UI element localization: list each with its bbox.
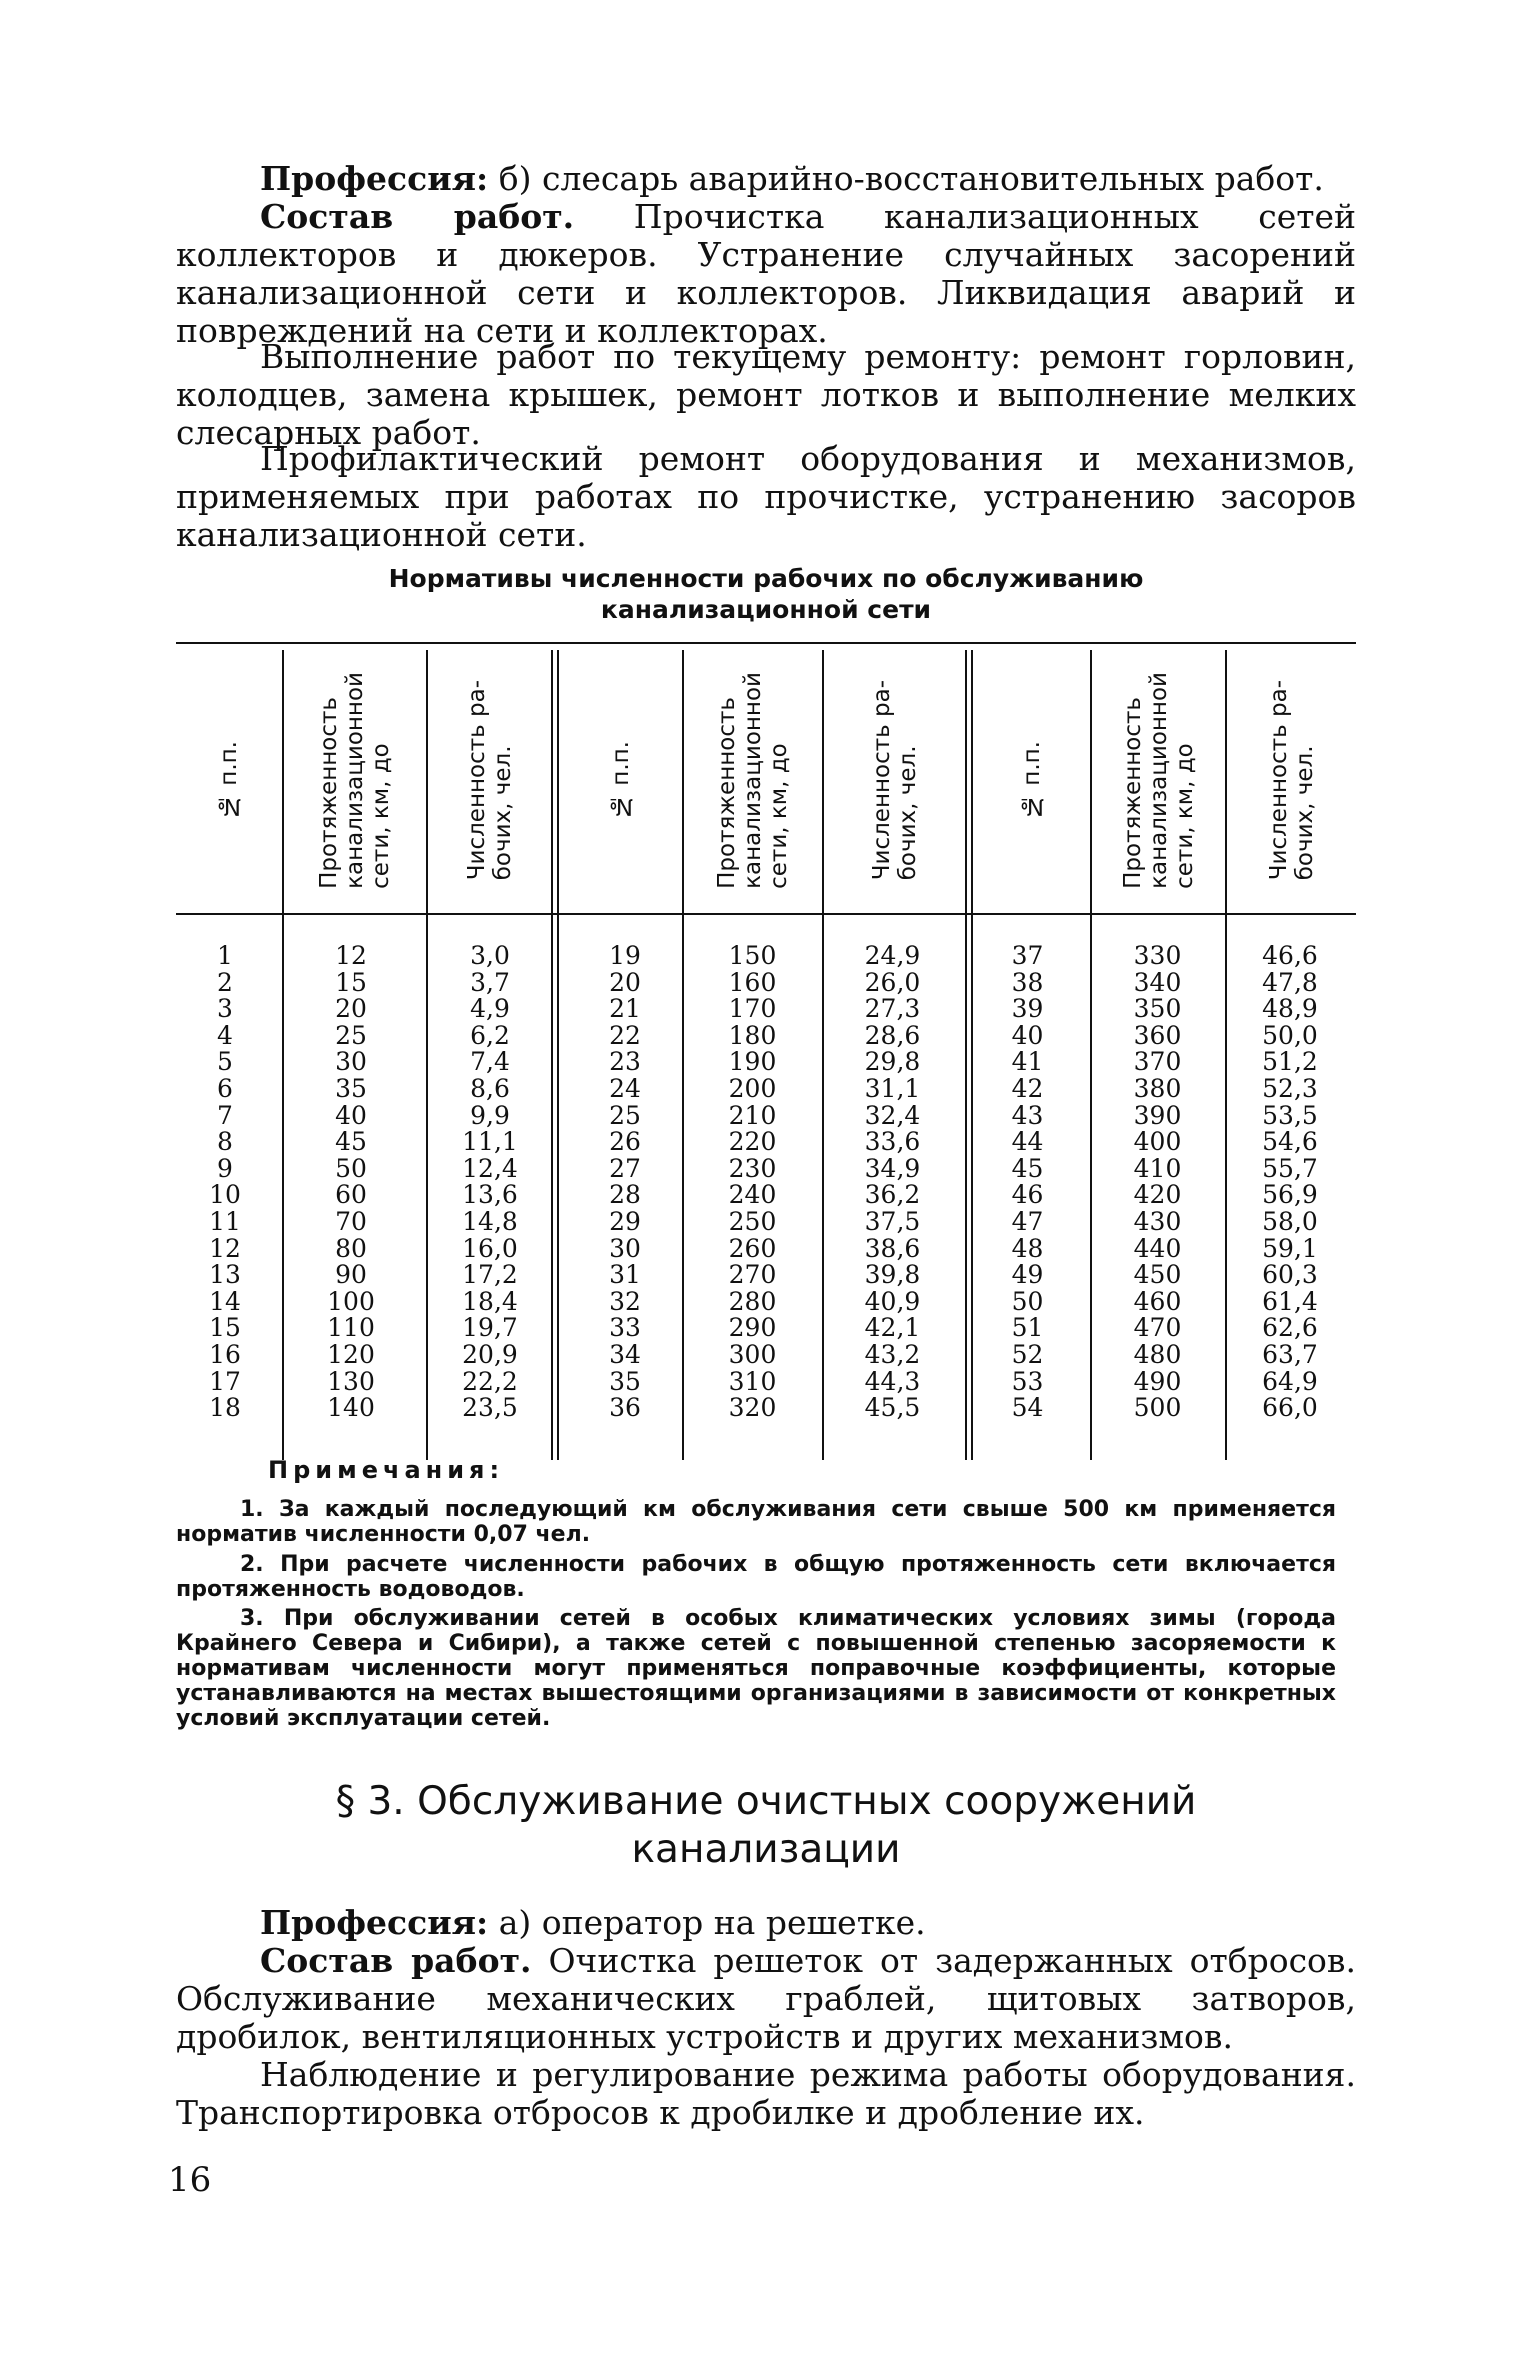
table-cell: 230	[728, 1153, 777, 1183]
table-cell: 22	[609, 1020, 641, 1050]
table-cell: 53	[1011, 1366, 1044, 1396]
header-workers: Численность ра- бочих, чел.	[868, 679, 921, 881]
table-cell: 90	[335, 1260, 367, 1290]
table-cell: 16,0	[462, 1233, 518, 1263]
table-cell: 20,9	[462, 1339, 518, 1369]
table-cell: 500	[1133, 1393, 1182, 1423]
table-cell: 3,0	[470, 941, 510, 970]
table-cell: 9	[217, 1153, 233, 1183]
section-title-line1: § 3. Обслуживание очистных сооружений	[335, 1779, 1197, 1824]
table-cell: 18	[209, 1393, 241, 1423]
table-cell: 40,9	[864, 1286, 921, 1316]
table-cell: 45	[335, 1127, 367, 1157]
table-cell: 310	[728, 1366, 777, 1396]
table-cell: 35	[609, 1366, 641, 1396]
note-3: 3. При обслуживании сетей в особых климатических условиях зимы (города Крайнего Севера и Сибири), а также сетей с повышенной степенью засоряемости к нормативам численности могут применяться поправочные коэффициенты, которые устанавливаются на местах вышестоящими организациями в зависимости от конкретных условий эксплуатации сетей.	[176, 1606, 1336, 1731]
table-cell: 12,4	[462, 1153, 518, 1183]
table-cell: 47,8	[1262, 967, 1318, 997]
table-cell: 47	[1011, 1206, 1044, 1236]
table-cell: 24	[609, 1073, 641, 1103]
section-profession-text: а) оператор на решетке.	[488, 1903, 926, 1942]
table-cell: 31	[609, 1260, 641, 1290]
profession-label: Профессия:	[260, 159, 489, 198]
table-cell: 8,6	[470, 1073, 510, 1103]
table-cell: 300	[728, 1339, 777, 1369]
table-cell: 48	[1011, 1233, 1044, 1263]
table-cell: 200	[728, 1073, 777, 1103]
table-cell: 11,1	[462, 1127, 518, 1157]
profession-text: б) слесарь аварийно-восстановительных работ.	[488, 159, 1324, 198]
table-cell: 7,4	[470, 1047, 510, 1077]
table-cell: 10	[209, 1180, 241, 1210]
table-cell: 4	[217, 1020, 233, 1050]
section-title-line2: канализации	[631, 1827, 901, 1872]
table-cell: 410	[1133, 1153, 1182, 1183]
table-cell: 30	[609, 1233, 641, 1263]
table-cell: 29,8	[864, 1047, 921, 1077]
table-cell: 42,1	[864, 1313, 921, 1343]
table-cell: 130	[327, 1366, 375, 1396]
table-cell: 37	[1011, 941, 1044, 970]
section-title	[176, 1778, 1356, 1874]
header-workers: Численность ра- бочих, чел.	[463, 679, 516, 881]
table-cell: 490	[1133, 1366, 1182, 1396]
table-cell: 41	[1011, 1047, 1044, 1077]
table-cell: 39,8	[864, 1260, 921, 1290]
table-cell: 27	[609, 1153, 641, 1183]
table-cell: 28	[609, 1180, 641, 1210]
table-cell: 16	[209, 1339, 241, 1369]
table-title	[176, 563, 1356, 625]
table-cell: 31,1	[864, 1073, 921, 1103]
table-cell: 140	[327, 1393, 375, 1423]
table-cell: 400	[1133, 1127, 1182, 1157]
table-cell: 21	[609, 994, 641, 1024]
table-cell: 44,3	[864, 1366, 921, 1396]
header-num: № п.п.	[216, 740, 242, 819]
table-group-divider	[551, 650, 553, 1460]
table-cell: 13,6	[462, 1180, 518, 1210]
table-cell: 29	[609, 1206, 641, 1236]
table-cell: 18,4	[462, 1286, 518, 1316]
table-cell: 9,9	[470, 1100, 510, 1130]
table-cell: 62,6	[1262, 1313, 1318, 1343]
table-cell: 61,4	[1262, 1286, 1318, 1316]
table-cell: 38,6	[864, 1233, 921, 1263]
table-cell: 49	[1011, 1260, 1044, 1290]
header-length: Протяженность канализационной сети, км, до	[1119, 671, 1198, 889]
table-cell: 40	[1011, 1020, 1044, 1050]
table-cell: 33,6	[864, 1127, 921, 1157]
table-cell: 36,2	[864, 1180, 921, 1210]
table-cell: 52	[1011, 1339, 1044, 1369]
table-cell: 35	[335, 1073, 367, 1103]
table-cell: 450	[1133, 1260, 1182, 1290]
table-cell: 54,6	[1262, 1127, 1318, 1157]
table-cell: 340	[1133, 967, 1182, 997]
table-cell: 50,0	[1262, 1020, 1318, 1050]
table-cell: 39	[1011, 994, 1044, 1024]
table-cell: 43	[1011, 1100, 1044, 1130]
profession-paragraph	[176, 160, 1356, 198]
table-cell: 23	[609, 1047, 641, 1077]
table-cell: 63,7	[1262, 1339, 1318, 1369]
table-cell: 66,0	[1262, 1393, 1318, 1423]
table-cell: 190	[728, 1047, 777, 1077]
table-cell: 460	[1133, 1286, 1182, 1316]
table-top-rule	[176, 642, 1356, 644]
table-cell: 420	[1133, 1180, 1182, 1210]
table-cell: 17	[209, 1366, 241, 1396]
table-cell: 60,3	[1262, 1260, 1318, 1290]
header-workers: Численность ра- бочих, чел.	[1265, 679, 1318, 881]
table-cell: 470	[1133, 1313, 1182, 1343]
header-length: Протяженность канализационной сети, км, до	[714, 671, 792, 889]
table-cell: 50	[1011, 1286, 1044, 1316]
section-profession-paragraph	[176, 1904, 1356, 1942]
table-cell: 270	[728, 1260, 777, 1290]
table-cell: 34,9	[864, 1153, 921, 1183]
table-cell: 120	[327, 1339, 375, 1369]
table-cell: 2	[217, 967, 233, 997]
table-cell: 51,2	[1262, 1047, 1318, 1077]
table-cell: 430	[1133, 1206, 1182, 1236]
table-cell: 14,8	[462, 1206, 518, 1236]
column-num-1	[180, 943, 270, 1422]
table-cell: 13	[209, 1260, 241, 1290]
table-cell: 11	[209, 1206, 241, 1236]
table-cell: 45	[1011, 1153, 1044, 1183]
table-cell: 14	[209, 1286, 241, 1316]
table-cell: 28,6	[864, 1020, 921, 1050]
table-cell: 23,5	[462, 1393, 518, 1423]
table-cell: 50	[335, 1153, 367, 1183]
table-cell: 250	[728, 1206, 777, 1236]
table-cell: 26,0	[864, 967, 921, 997]
table-cell: 210	[728, 1100, 777, 1130]
section-work-composition-label: Состав работ.	[260, 1941, 532, 1980]
table-cell: 26	[609, 1127, 641, 1157]
table-cell: 52,3	[1262, 1073, 1318, 1103]
table-cell: 390	[1133, 1100, 1182, 1130]
table-title-line2: канализационной сети	[600, 595, 932, 624]
header-num: № п.п.	[607, 740, 634, 819]
table-cell: 55,7	[1262, 1153, 1318, 1183]
header-num: № п.п.	[1018, 740, 1045, 819]
work-composition-text: Прочистка канализационных сетей коллекторов и дюкеров. Устранение случайных засорений канализационной сети и коллекторов. Ликвидация аварий и повреждений на сети и коллекторах.	[176, 197, 1356, 350]
table-cell: 320	[728, 1393, 777, 1423]
table-cell: 240	[728, 1180, 777, 1210]
column-length-3	[1105, 943, 1210, 1422]
table-cell: 17,2	[462, 1260, 518, 1290]
table-cell: 15	[335, 967, 367, 997]
table-cell: 150	[728, 941, 777, 970]
table-title-line1: Нормативы численности рабочих по обслуживанию	[388, 564, 1144, 593]
table-cell: 360	[1133, 1020, 1182, 1050]
section-profession-label: Профессия:	[260, 1903, 489, 1942]
table-cell: 51	[1011, 1313, 1044, 1343]
table-cell: 24,9	[864, 941, 921, 970]
table-cell: 220	[728, 1127, 777, 1157]
column-workers-1	[440, 943, 540, 1422]
column-length-1	[296, 943, 406, 1422]
work-composition-paragraph	[176, 198, 1356, 350]
table-cell: 36	[609, 1393, 641, 1423]
table-cell: 3	[217, 994, 233, 1024]
table-cell: 22,2	[462, 1366, 518, 1396]
table-cell: 48,9	[1262, 994, 1318, 1024]
table-cell: 12	[335, 941, 367, 970]
table-cell: 32,4	[864, 1100, 921, 1130]
table-cell: 290	[728, 1313, 777, 1343]
table-cell: 25	[335, 1020, 367, 1050]
table-cell: 56,9	[1262, 1180, 1318, 1210]
table-cell: 8	[217, 1127, 233, 1157]
table-cell: 380	[1133, 1073, 1182, 1103]
table-cell: 27,3	[864, 994, 921, 1024]
note-1: 1. За каждый последующий км обслуживания сети свыше 500 км применяется норматив численности 0,07 чел.	[176, 1497, 1336, 1547]
table-cell: 330	[1133, 941, 1182, 970]
table-cell: 110	[327, 1313, 375, 1343]
table-cell: 280	[728, 1286, 777, 1316]
table-cell: 58,0	[1262, 1206, 1318, 1236]
table-cell: 170	[728, 994, 777, 1024]
table-cell: 19,7	[462, 1313, 518, 1343]
table-cell: 46	[1011, 1180, 1044, 1210]
table-cell: 70	[335, 1206, 367, 1236]
table-cell: 60	[335, 1180, 367, 1210]
table-cell: 46,6	[1262, 941, 1318, 970]
table-cell: 180	[728, 1020, 777, 1050]
table-cell: 370	[1133, 1047, 1182, 1077]
table-cell: 32	[609, 1286, 641, 1316]
table-cell: 160	[728, 967, 777, 997]
table-cell: 42	[1011, 1073, 1044, 1103]
note-2: 2. При расчете численности рабочих в общую протяженность сети включается протяженность водоводов.	[176, 1552, 1336, 1602]
table-cell: 40	[335, 1100, 367, 1130]
table-cell: 1	[217, 941, 233, 970]
table-cell: 4,9	[470, 994, 510, 1024]
table-cell: 6	[217, 1073, 233, 1103]
table-cell: 37,5	[864, 1206, 921, 1236]
table-cell: 350	[1133, 994, 1182, 1024]
table-cell: 6,2	[470, 1020, 510, 1050]
table-cell: 5	[217, 1047, 233, 1077]
repair-paragraph: Выполнение работ по текущему ремонту: ремонт горловин, колодцев, замена крышек, ремонт лотков и выполнение мелких слесарных работ.	[176, 337, 1356, 452]
section-observation-paragraph: Наблюдение и регулирование режима работы оборудования. Транспортировка отбросов к дробилке и дробление их.	[176, 2055, 1356, 2132]
table-cell: 20	[335, 994, 367, 1024]
notes-title: Примечания:	[268, 1456, 505, 1484]
table-cell: 260	[728, 1233, 777, 1263]
table-cell: 480	[1133, 1339, 1182, 1369]
table-cell: 33	[609, 1313, 641, 1343]
table-cell: 19	[609, 941, 641, 970]
page-number: 16	[168, 2160, 212, 2200]
work-composition-label: Состав работ.	[260, 197, 575, 236]
table-cell: 38	[1011, 967, 1044, 997]
column-num-3	[985, 943, 1070, 1422]
table-cell: 59,1	[1262, 1233, 1318, 1263]
table-cell: 20	[609, 967, 641, 997]
table-cell: 3,7	[470, 967, 510, 997]
table-cell: 34	[609, 1339, 641, 1369]
section-work-composition-text: Очистка решеток от задержанных отбросов. Обслуживание механических граблей, щитовых затворов, дробилок, вентиляционных устройств и других механизмов.	[176, 1941, 1356, 2056]
column-num-2	[580, 943, 670, 1422]
table-cell: 44	[1011, 1127, 1044, 1157]
table-cell: 15	[209, 1313, 241, 1343]
column-length-2	[700, 943, 805, 1422]
table-cell: 43,2	[864, 1339, 921, 1369]
table-cell: 30	[335, 1047, 367, 1077]
table-cell: 45,5	[864, 1393, 921, 1423]
table-cell: 25	[609, 1100, 641, 1130]
table-cell: 53,5	[1262, 1100, 1318, 1130]
table-cell: 440	[1133, 1233, 1182, 1263]
maintenance-paragraph: Профилактический ремонт оборудования и механизмов, применяемых при работах по прочистке, устранению засоров канализационной сети.	[176, 439, 1356, 554]
section-work-composition-paragraph	[176, 1942, 1356, 2056]
table-cell: 54	[1011, 1393, 1044, 1423]
table-cell: 64,9	[1262, 1366, 1318, 1396]
column-workers-2	[840, 943, 945, 1422]
table-header-rule	[176, 913, 1356, 915]
table-cell: 12	[209, 1233, 241, 1263]
table-cell: 7	[217, 1100, 233, 1130]
table-cell: 100	[327, 1286, 375, 1316]
column-workers-3	[1240, 943, 1340, 1422]
table-cell: 80	[335, 1233, 367, 1263]
header-length: Протяженность канализационной сети, км, до	[316, 671, 394, 889]
table-group-divider	[965, 650, 967, 1460]
